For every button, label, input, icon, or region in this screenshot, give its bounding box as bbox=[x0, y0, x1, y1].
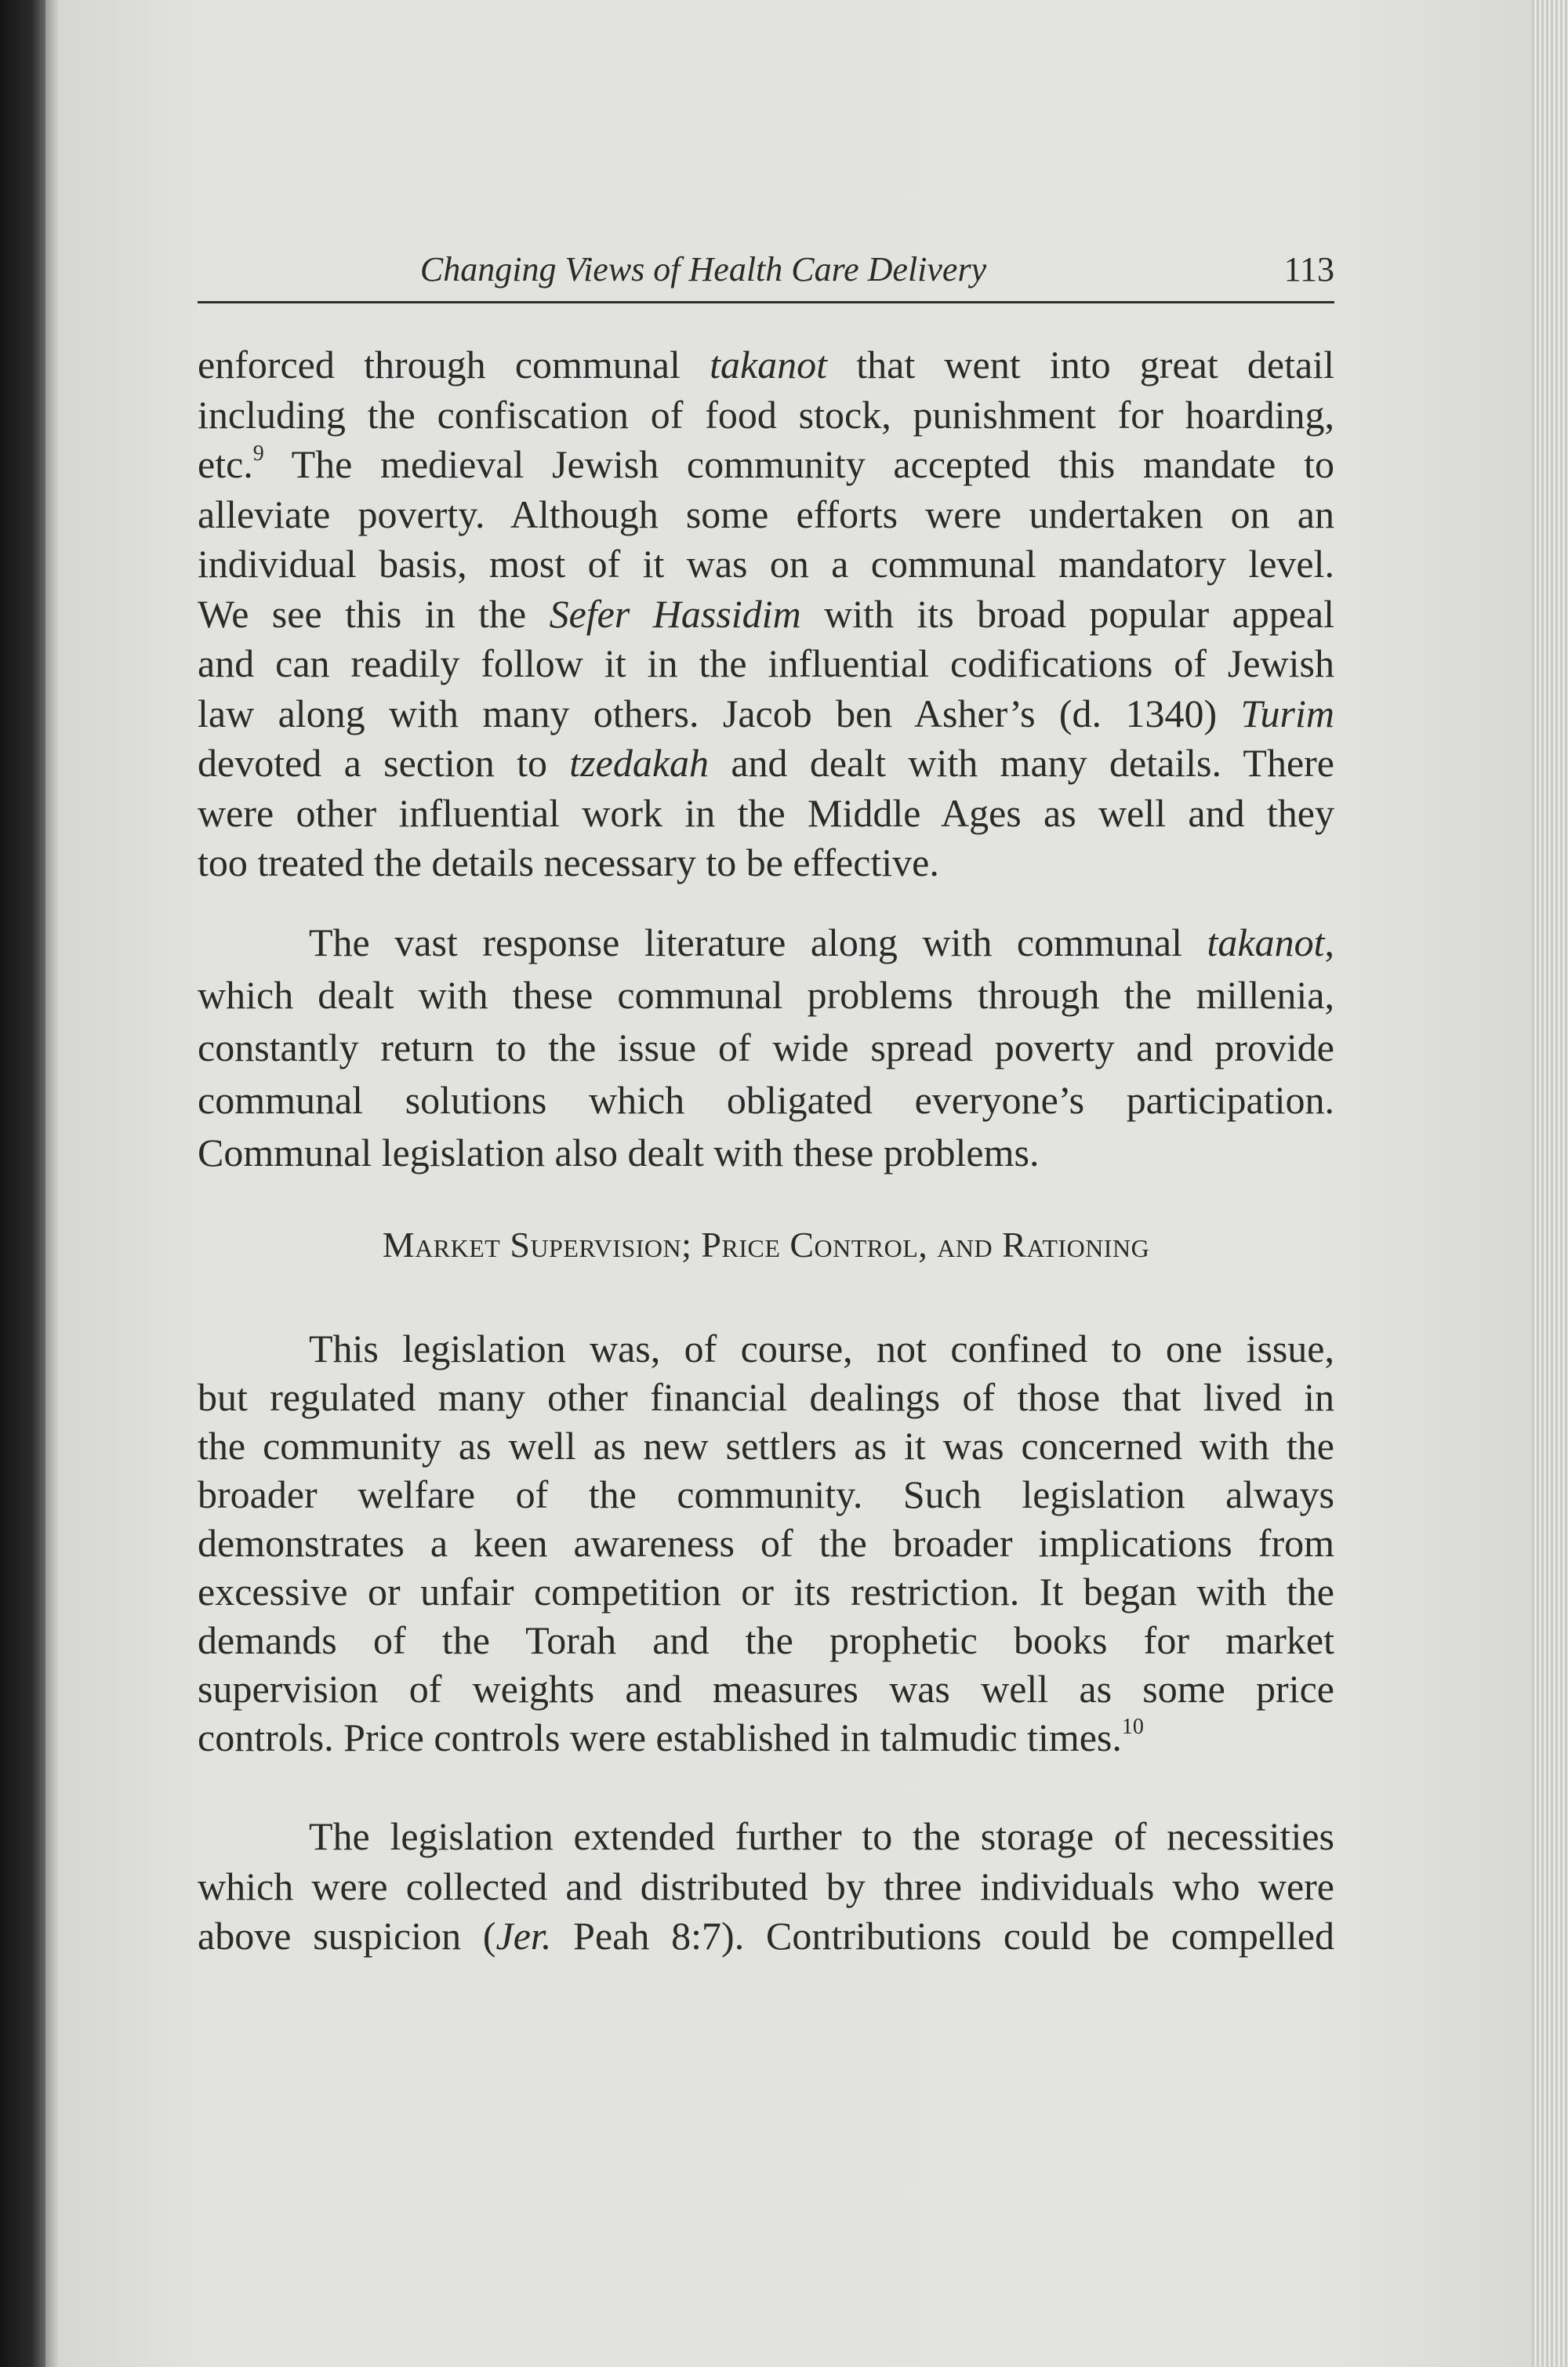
text-line bbox=[198, 1022, 1334, 1074]
text-line bbox=[198, 1519, 1334, 1567]
running-title: Changing Views of Health Care Delivery bbox=[419, 250, 987, 289]
text-segment: and can readily follow it in the influential codifications of Jewish bbox=[198, 641, 1334, 685]
text-segment: which dealt with these communal problems through the millenia, bbox=[198, 973, 1334, 1017]
text-segment: constantly return to the issue of wide spread poverty and provide bbox=[198, 1026, 1334, 1069]
text-segment: communal solutions which obligated everyone’s participation. bbox=[198, 1078, 1334, 1122]
text-segment: excessive or unfair competition or its restriction. It began with the bbox=[198, 1570, 1334, 1614]
text-segment: were other influential work in the Middle Ages as well and they bbox=[198, 790, 1334, 835]
text-line bbox=[198, 969, 1334, 1022]
text-segment: which were collected and distributed by three individuals who were bbox=[198, 1864, 1334, 1908]
text-segment: but regulated many other financial dealings of those that lived in bbox=[198, 1375, 1334, 1419]
italic-term: takanot bbox=[1207, 920, 1325, 964]
text-segment: We see this in the bbox=[198, 591, 550, 636]
text-line bbox=[198, 1470, 1334, 1519]
text-segment: The medieval Jewish community accepted this mandate to bbox=[263, 442, 1334, 486]
text-segment: broader welfare of the community. Such legislation always bbox=[198, 1472, 1334, 1516]
text-line bbox=[198, 539, 1334, 590]
paragraph bbox=[198, 917, 1334, 1179]
text-segment: Communal legislation also dealt with these problems. bbox=[198, 1131, 1040, 1174]
text-segment: Peah 8:7). Contributions could be compelled bbox=[551, 1914, 1334, 1958]
italic-term: Turim bbox=[1240, 691, 1334, 735]
text-line bbox=[198, 490, 1334, 540]
text-segment: This legislation was, of course, not confined to one issue, bbox=[309, 1327, 1334, 1370]
section-heading: Market Supervision; Price Control, and Rationing bbox=[382, 1225, 1150, 1265]
text-segment: The legislation extended further to the storage of necessities bbox=[309, 1814, 1334, 1858]
paragraph bbox=[198, 1324, 1334, 1762]
italic-term: takanot bbox=[710, 343, 828, 387]
text-line bbox=[198, 1324, 1334, 1373]
running-header bbox=[198, 249, 1334, 293]
text-line bbox=[198, 639, 1334, 689]
text-line bbox=[198, 1074, 1334, 1127]
text-line bbox=[198, 1421, 1334, 1470]
text-segment: too treated the details necessary to be effective. bbox=[198, 840, 939, 884]
page-number: 113 bbox=[1283, 250, 1334, 289]
text-segment: supervision of weights and measures was well as some price bbox=[198, 1667, 1334, 1711]
text-segment: and dealt with many details. There bbox=[709, 741, 1334, 785]
facing-page-edge bbox=[45, 0, 58, 2367]
text-line bbox=[198, 1911, 1334, 1962]
text-segment: the community as well as new settlers as it was concerned with the bbox=[198, 1424, 1334, 1468]
text-line bbox=[198, 739, 1334, 789]
text-line bbox=[198, 838, 1334, 888]
text-segment: demonstrates a keen awareness of the broader implications from bbox=[198, 1521, 1334, 1565]
text-line bbox=[198, 917, 1334, 969]
text-segment: devoted a section to bbox=[198, 741, 570, 785]
text-segment: that went into great detail bbox=[827, 343, 1334, 387]
text-segment: alleviate poverty. Although some efforts were undertaken on an bbox=[198, 492, 1334, 536]
text-line bbox=[198, 1713, 1334, 1762]
text-line bbox=[198, 1862, 1334, 1912]
text-segment: above suspicion ( bbox=[198, 1914, 496, 1958]
paragraph bbox=[198, 1812, 1334, 1962]
text-line bbox=[198, 1567, 1334, 1616]
text-line bbox=[198, 390, 1334, 441]
page-edges bbox=[1532, 0, 1568, 2367]
book-spine-shadow bbox=[0, 0, 45, 2367]
text-segment: individual basis, most of it was on a communal mandatory level. bbox=[198, 542, 1334, 586]
text-segment: enforced through communal bbox=[198, 343, 710, 387]
text-segment: , bbox=[1324, 920, 1334, 964]
text-line bbox=[198, 590, 1334, 640]
text-segment: law along with many others. Jacob ben Asher’s (d. 1340) bbox=[198, 691, 1241, 735]
italic-term: tzedakah bbox=[569, 741, 710, 785]
text-segment: etc. bbox=[198, 442, 253, 486]
text-line bbox=[198, 1616, 1334, 1665]
text-line bbox=[198, 1812, 1334, 1862]
text-line bbox=[198, 1373, 1334, 1421]
italic-term: Sefer Hassidim bbox=[549, 591, 801, 636]
text-line bbox=[198, 1665, 1334, 1713]
text-segment: controls. Price controls were established in talmudic times. bbox=[198, 1715, 1122, 1759]
text-line bbox=[198, 440, 1334, 490]
text-line bbox=[198, 689, 1334, 739]
text-line bbox=[198, 340, 1334, 390]
footnote-ref: 10 bbox=[1121, 1715, 1144, 1739]
text-line bbox=[198, 1127, 1334, 1179]
text-segment: including the confiscation of food stock, punishment for hoarding, bbox=[198, 392, 1334, 437]
text-segment: demands of the Torah and the prophetic books for market bbox=[198, 1618, 1334, 1662]
paragraph bbox=[198, 340, 1334, 888]
footnote-ref: 9 bbox=[252, 441, 264, 466]
header-rule bbox=[198, 301, 1334, 303]
italic-term: Jer. bbox=[495, 1914, 552, 1958]
text-segment: with its broad popular appeal bbox=[800, 591, 1334, 636]
text-segment: The vast response literature along with communal bbox=[309, 920, 1207, 964]
text-line bbox=[198, 789, 1334, 839]
